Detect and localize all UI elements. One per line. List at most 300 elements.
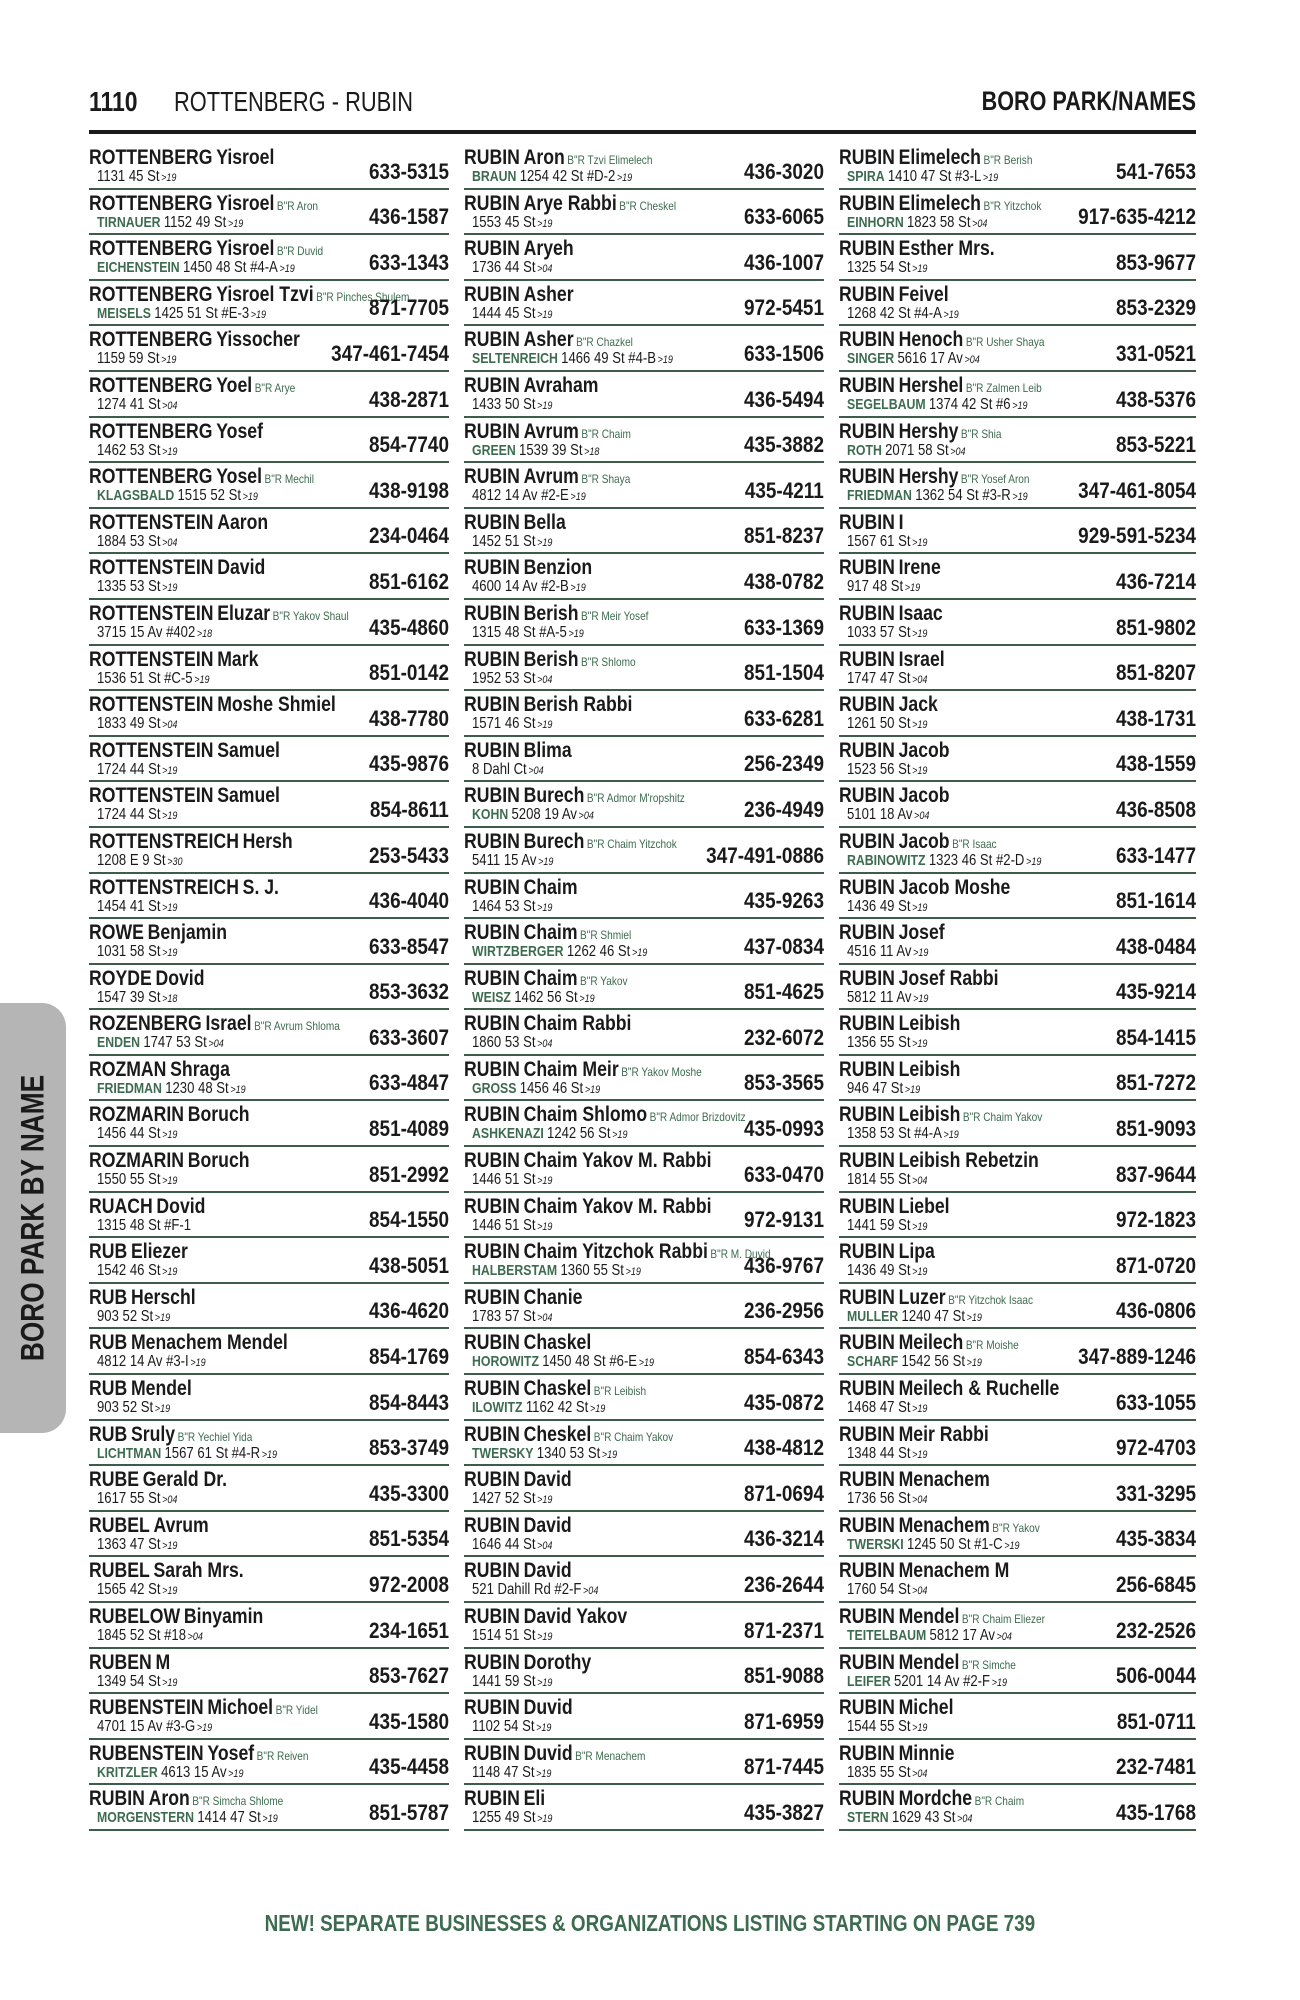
entry-maiden-name: TIRNAUER [97, 213, 161, 231]
entry-phone: 853-7627 [369, 1663, 449, 1689]
entry-surname: RUBE [89, 1468, 139, 1492]
entry-address: 1542 46 St [97, 1262, 161, 1280]
entry-zip-code: >19 [584, 1083, 601, 1096]
entry-address-line [472, 1171, 552, 1189]
entry-given-name: Chaskel [523, 1331, 592, 1355]
entry-given-name: Duvid [523, 1741, 573, 1765]
entry-zip-code: >19 [162, 1539, 178, 1552]
entry-name [89, 693, 336, 717]
entry-name [464, 602, 648, 626]
entry-phone: 851-5787 [369, 1799, 449, 1825]
entry-surname: RUBIN [464, 1696, 520, 1720]
entry-surname: RUBIN [839, 1240, 895, 1264]
entry-address: 1456 46 St [519, 1079, 584, 1097]
entry-surname: RUBIN [839, 1285, 895, 1309]
entry-name [839, 1103, 1042, 1127]
entry-address: 1274 41 St [97, 395, 161, 413]
entry-address: 1462 53 St [97, 441, 161, 459]
entry-zip-code: >18 [584, 445, 600, 458]
entry-zip-code: >19 [904, 1083, 921, 1096]
entry-given-name: Sruly [130, 1422, 176, 1446]
entry-given-name: Michoel [207, 1696, 274, 1720]
entry-phone: 506-0044 [1116, 1663, 1196, 1689]
entry-name [89, 1742, 308, 1766]
entry-given-name: Eliezer [130, 1240, 188, 1264]
entry-surname: ROTTENSTREICH [89, 875, 239, 899]
listing-entry [89, 1193, 449, 1239]
entry-name [89, 1331, 288, 1355]
entry-address-line [472, 487, 586, 505]
entry-address: 917 48 St [847, 578, 904, 596]
entry-zip-code: >19 [966, 1311, 982, 1324]
entry-name [89, 192, 318, 216]
entry-address: 1617 55 St [97, 1490, 161, 1508]
entry-address: 1245 50 St #1-C [907, 1535, 1003, 1553]
entry-surname: RUBIN [464, 1650, 520, 1674]
entry-given-name: Eli [523, 1787, 546, 1811]
entry-patronymic: B"R Chaim Eliezer [961, 1612, 1046, 1626]
entry-phone: 436-4040 [369, 888, 449, 914]
entry-name [89, 374, 295, 398]
entry-phone: 929-591-5234 [1078, 523, 1196, 549]
entry-zip-code: >19 [162, 764, 178, 777]
entry-address-line [472, 989, 595, 1007]
entry-phone: 851-4625 [744, 979, 824, 1005]
entry-zip-code: >19 [162, 901, 178, 914]
entry-given-name: Avrum [153, 1513, 209, 1537]
entry-phone: 232-6072 [744, 1024, 824, 1050]
entry-address-line [472, 852, 553, 870]
entry-surname: RUBIN [839, 875, 895, 899]
entry-address: 1571 46 St [472, 715, 536, 733]
entry-given-name: Menachem [898, 1468, 990, 1492]
listing-entry [464, 1649, 824, 1695]
entry-zip-code: >04 [537, 1038, 553, 1051]
entry-given-name: Chaim Shlomo [523, 1103, 648, 1127]
listing-entry [89, 326, 449, 372]
entry-address: 1425 51 St #E-3 [154, 304, 250, 322]
entry-name [839, 328, 1044, 352]
entry-zip-code: >04 [950, 445, 966, 458]
entry-patronymic: B"R Menachem [575, 1748, 646, 1763]
entry-surname: RUBEL [89, 1559, 150, 1583]
listing-entry [464, 828, 824, 874]
entry-phone: 435-1768 [1116, 1799, 1196, 1825]
entry-address-line [472, 1080, 600, 1098]
entry-phone: 633-8547 [369, 933, 449, 959]
entry-zip-code: >19 [538, 855, 554, 868]
entry-given-name: Dorothy [523, 1650, 592, 1674]
listing-entry [89, 1649, 449, 1695]
entry-given-name: Hershy [898, 419, 959, 443]
entry-address-line [472, 1399, 605, 1417]
listing-entry [464, 1284, 824, 1330]
entry-surname: RUBIN [464, 601, 520, 625]
entry-phone: 633-4847 [369, 1070, 449, 1096]
listing-entry [839, 418, 1196, 464]
entry-name [839, 1195, 950, 1219]
entry-address: 1783 57 St [472, 1307, 536, 1325]
entry-phone: 871-6959 [744, 1708, 824, 1734]
entry-address-line [472, 1308, 552, 1326]
entry-patronymic: B"R Admor Brizdovitz [649, 1110, 746, 1125]
entry-address: 521 Dahill Rd #2-F [472, 1581, 582, 1599]
entry-address: 1240 47 St [901, 1307, 966, 1325]
entry-surname: RUBIN [464, 1605, 520, 1628]
entry-name [839, 237, 995, 261]
entry-phone: 853-9677 [1116, 249, 1196, 275]
entry-address-line [97, 1125, 177, 1143]
entry-phone: 435-3834 [1116, 1526, 1196, 1552]
entry-given-name: Yosef [207, 1741, 255, 1765]
entry-given-name: Menachem M [898, 1559, 1010, 1583]
entry-address-line [847, 943, 928, 961]
entry-surname: RUBIN [839, 647, 895, 671]
entry-address-line [847, 1536, 1020, 1554]
entry-name [89, 237, 323, 261]
listing-entry [839, 965, 1196, 1011]
entry-name [89, 830, 293, 854]
entry-zip-code: >19 [537, 1494, 553, 1507]
entry-address: 1148 47 St [472, 1763, 535, 1781]
entry-maiden-name: MEISELS [97, 304, 152, 322]
entry-address: 1550 55 St [97, 1171, 161, 1189]
entry-given-name: Leibish [898, 1012, 961, 1036]
entry-phone: 435-0993 [744, 1116, 824, 1142]
entry-name [89, 1103, 250, 1127]
entry-given-name: Hershel [898, 373, 964, 397]
listing-entry [839, 1010, 1196, 1056]
entry-surname: RUACH [89, 1194, 153, 1218]
entry-name [839, 1559, 1009, 1583]
entry-name [464, 1058, 702, 1082]
entry-maiden-name: SCHARF [847, 1353, 899, 1371]
entry-name [839, 1012, 960, 1036]
entry-address-line [472, 442, 599, 460]
listing-entry [89, 1785, 449, 1831]
entry-maiden-name: MORGENSTERN [97, 1809, 195, 1827]
entry-address: 1736 56 St [847, 1490, 911, 1508]
entry-address-line [97, 761, 177, 779]
entry-name [464, 146, 652, 170]
entry-surname: RUBIN [839, 510, 895, 534]
entry-surname: ROTTENBERG [89, 282, 213, 306]
entry-maiden-name: GREEN [472, 441, 516, 459]
entry-phone: 851-1504 [744, 660, 824, 686]
entry-phone: 853-3749 [369, 1435, 449, 1461]
entry-given-name: Israel [898, 647, 945, 671]
entry-given-name: Yisroel [216, 237, 275, 261]
entry-patronymic: B"R M. Duvid [710, 1247, 771, 1262]
entry-surname: RUBIN [464, 282, 520, 306]
entry-zip-code: >04 [583, 1585, 599, 1598]
entry-zip-code: >04 [162, 1494, 178, 1507]
entry-address: 1436 49 St [847, 897, 911, 915]
entry-surname: RUBIN [839, 191, 895, 215]
entry-address: 1208 E 9 St [97, 851, 166, 869]
entry-phone: 871-2371 [744, 1617, 824, 1643]
entry-given-name: Michel [898, 1696, 954, 1720]
entry-given-name: Asher [523, 282, 574, 306]
entry-surname: RUBIN [839, 829, 895, 853]
entry-maiden-name: KLAGSBALD [97, 487, 175, 505]
entry-given-name: Chanie [523, 1285, 583, 1309]
entry-address: 5812 11 Av [847, 988, 912, 1006]
entry-given-name: David [523, 1559, 572, 1583]
entry-given-name: Mendel [130, 1377, 192, 1401]
entry-name [839, 967, 999, 991]
entry-given-name: Boruch [187, 1149, 250, 1173]
entry-address-line [472, 1764, 551, 1782]
entry-zip-code: >19 [536, 1767, 552, 1780]
entry-address: 4812 14 Av #2-E [472, 487, 569, 505]
entry-phone: 234-0464 [369, 523, 449, 549]
entry-address: 4701 15 Av #3-G [97, 1718, 196, 1736]
entry-maiden-name: SELTENREICH [472, 350, 558, 368]
entry-surname: RUBIN [464, 1331, 520, 1355]
entry-surname: RUBIN [839, 1787, 895, 1811]
entry-given-name: Jacob [898, 738, 950, 762]
entry-given-name: Yosel [216, 465, 262, 489]
entry-phone: 435-4211 [745, 477, 824, 503]
listing-entry [464, 1740, 824, 1786]
listing-entry [839, 1193, 1196, 1239]
entry-surname: RUBIN [839, 1149, 895, 1173]
listing-entry [839, 828, 1196, 874]
entry-surname: RUBIN [464, 146, 520, 169]
listing-entry [464, 646, 824, 692]
entry-address-line [472, 670, 552, 688]
entry-surname: RUB [89, 1377, 128, 1401]
entry-patronymic: B"R Berish [983, 153, 1033, 167]
entry-phone: 633-0470 [744, 1161, 824, 1187]
entry-surname: RUBIN [839, 921, 895, 945]
listing-entry [839, 1284, 1196, 1330]
entry-phone: 854-1550 [369, 1207, 449, 1233]
entry-zip-code: >19 [537, 1631, 553, 1643]
entry-name [464, 1559, 572, 1583]
listing-entry [89, 281, 449, 327]
listing-entry [839, 1603, 1196, 1649]
entry-surname: RUBIN [464, 647, 520, 671]
entry-address: 1747 53 St [143, 1034, 207, 1052]
entry-given-name: Jack [898, 693, 938, 717]
entry-phone: 633-1506 [744, 340, 824, 366]
entry-zip-code: >04 [537, 263, 553, 276]
entry-maiden-name: LICHTMAN [97, 1444, 162, 1462]
entry-address-line [847, 214, 987, 232]
entry-address: 1162 42 St [525, 1399, 589, 1417]
entry-surname: RUBIN [464, 328, 520, 352]
entry-address-line [847, 1581, 927, 1599]
entry-address-line [97, 487, 258, 505]
entry-address-line [847, 624, 927, 642]
listing-entry [464, 874, 824, 920]
entry-name [839, 876, 1010, 900]
entry-name [464, 1286, 582, 1310]
entry-name [464, 1240, 771, 1264]
entry-given-name: Yisroel [216, 191, 275, 215]
entry-address: 4516 11 Av [847, 943, 912, 961]
entry-zip-code: >19 [912, 263, 928, 276]
entry-address-line [847, 761, 927, 779]
entry-address: 1410 47 St #3-L [887, 168, 982, 185]
entry-maiden-name: ILOWITZ [472, 1399, 523, 1417]
entry-address-line [847, 1399, 927, 1417]
entry-phone: 436-8508 [1116, 796, 1196, 822]
entry-address: 903 52 St [97, 1399, 154, 1417]
entry-given-name: Boruch [187, 1103, 250, 1127]
entry-given-name: Mendel [898, 1605, 960, 1628]
entry-given-name: Jacob Moshe [898, 875, 1011, 899]
entry-surname: RUBIN [839, 465, 895, 489]
entry-zip-code: >19 [230, 1083, 246, 1096]
entry-address: 5101 18 Av [847, 806, 913, 824]
entry-maiden-name: SPIRA [847, 168, 885, 185]
entry-phone: 851-0711 [1117, 1708, 1196, 1734]
entry-surname: RUBIN [464, 784, 520, 808]
entry-patronymic: B"R Admor M'ropshitz [586, 791, 685, 806]
entry-given-name: Menachem [898, 1513, 990, 1537]
entry-zip-code: >19 [568, 627, 584, 640]
entry-address: 1360 55 St [560, 1262, 624, 1280]
entry-address-line [472, 1581, 598, 1599]
entry-zip-code: >19 [570, 582, 586, 595]
entry-phone: 837-9644 [1116, 1161, 1196, 1187]
entry-address: 1747 47 St [847, 669, 911, 687]
listing-entry [89, 1284, 449, 1330]
entry-address-line [847, 1673, 1007, 1691]
entry-address-line [472, 1718, 551, 1736]
listing-entry [89, 1740, 449, 1786]
entry-given-name: Sarah Mrs. [153, 1559, 244, 1583]
entry-maiden-name: ROTH [847, 441, 882, 459]
entry-surname: RUBIN [464, 966, 520, 990]
entry-address: 1450 48 St #4-A [182, 259, 278, 277]
entry-address-line [97, 1809, 278, 1827]
entry-phone: 851-4089 [369, 1116, 449, 1142]
listing-entry [464, 1375, 824, 1421]
entry-surname: RUBIN [464, 921, 520, 945]
entry-address: 3715 15 Av #402 [97, 623, 196, 641]
entry-given-name: Avrum [523, 419, 579, 443]
entry-maiden-name: KOHN [472, 806, 509, 824]
entry-phone: 438-0782 [744, 568, 824, 594]
entry-address-line [97, 989, 177, 1007]
entry-phone: 256-6845 [1116, 1572, 1196, 1597]
listing-entry [464, 691, 824, 737]
entry-address-line [847, 533, 927, 551]
entry-address: 1462 56 St [514, 988, 578, 1006]
entry-address-line [472, 1445, 617, 1463]
entry-patronymic: B"R Aron [276, 198, 319, 213]
entry-address-line [472, 1536, 552, 1554]
entry-address: 1523 56 St [847, 760, 911, 778]
entry-name [89, 1787, 283, 1811]
entry-patronymic: B"R Shaya [581, 472, 631, 487]
entry-name [89, 1377, 192, 1401]
entry-address: 1515 52 St [177, 487, 241, 505]
entry-zip-code: >04 [957, 1813, 973, 1826]
entry-address-line [97, 1673, 177, 1691]
listing-entry [839, 1694, 1196, 1740]
entry-zip-code: >19 [912, 1220, 928, 1233]
entry-zip-code: >19 [250, 308, 267, 321]
entry-surname: RUBIN [464, 1285, 520, 1309]
entry-address-line [847, 1809, 972, 1827]
listing-entry [839, 1147, 1196, 1193]
entry-address-line [97, 214, 243, 232]
listing-entry [839, 1421, 1196, 1467]
entry-surname: RUBIN [464, 237, 520, 261]
entry-maiden-name: ASHKENAZI [472, 1125, 544, 1143]
listing-entry [464, 509, 824, 555]
entry-address-line [97, 1718, 212, 1736]
entry-phone: 851-6162 [369, 568, 449, 594]
entry-address-line [847, 1627, 1012, 1645]
entry-phone: 854-6343 [744, 1344, 824, 1370]
entry-surname: RUBIN [839, 1559, 895, 1583]
entry-surname: RUBIN [839, 1057, 895, 1081]
entry-patronymic: B"R Meir Yosef [581, 608, 649, 623]
entry-name [839, 556, 941, 580]
entry-surname: RUB [89, 1240, 128, 1264]
entry-zip-code: >19 [537, 1676, 553, 1689]
entry-given-name: Chaim [523, 966, 578, 990]
listing-entry [89, 1466, 449, 1512]
listing-entry [464, 190, 824, 236]
entry-zip-code: >19 [279, 263, 295, 276]
entry-patronymic: B"R Yosef Aron [960, 472, 1030, 487]
entry-name [464, 283, 574, 307]
entry-name [464, 739, 572, 763]
entry-phone: 347-491-0886 [706, 842, 824, 868]
entry-zip-code: >19 [912, 764, 928, 777]
entry-zip-code: >04 [912, 673, 928, 686]
listing-entry [89, 1238, 449, 1284]
entry-address: 1952 53 St [472, 669, 536, 687]
listing-entry [464, 965, 824, 1011]
listing-entry [89, 418, 449, 464]
entry-surname: ROTTENSTREICH [89, 829, 239, 853]
entry-address: 1884 53 St [97, 532, 161, 550]
listing-entry [839, 646, 1196, 692]
entry-address-line [847, 1764, 927, 1782]
entry-phone: 236-4949 [744, 796, 824, 822]
listing-entry [839, 190, 1196, 236]
entry-name [839, 602, 943, 626]
entry-address: 1736 44 St [472, 259, 536, 277]
listing-entry [839, 1740, 1196, 1786]
entry-phone: 633-6065 [744, 204, 824, 230]
entry-address: 1427 52 St [472, 1490, 536, 1508]
entry-phone: 854-1769 [369, 1344, 449, 1370]
page-range-title: ROTTENBERG - RUBIN [174, 86, 414, 117]
entry-address-line [97, 624, 212, 642]
listing-entry [464, 554, 824, 600]
entry-phone: 236-2644 [744, 1572, 824, 1597]
entry-given-name: Menachem Mendel [130, 1331, 288, 1355]
entry-surname: RUBIN [839, 419, 895, 443]
entry-name [89, 1696, 318, 1720]
entry-address-line [97, 670, 210, 688]
entry-zip-code: >19 [242, 491, 258, 504]
entry-name [839, 1742, 954, 1766]
entry-address: 1544 55 St [847, 1718, 911, 1736]
entry-address-line [472, 259, 552, 277]
entry-surname: ROTTENSTEIN [89, 738, 214, 762]
entry-zip-code: >19 [579, 992, 595, 1005]
